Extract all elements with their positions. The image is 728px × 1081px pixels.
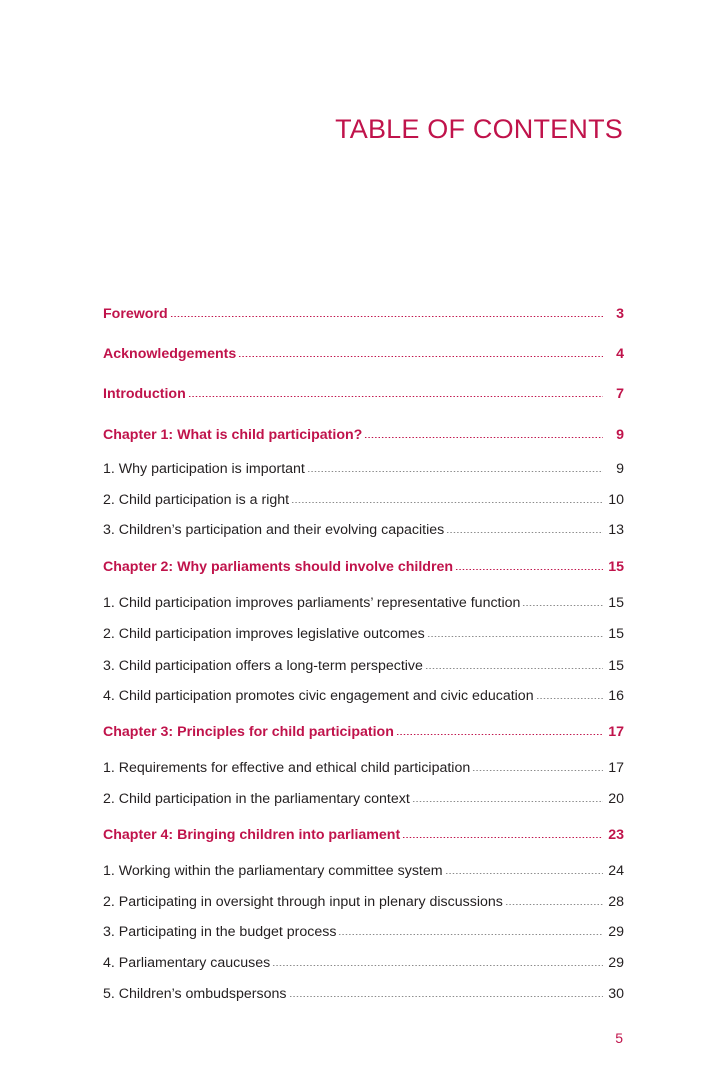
toc-entry-page: 9: [616, 461, 624, 477]
toc-entry-page: 9: [616, 427, 624, 443]
toc-entry-page: 3: [616, 306, 624, 322]
toc-section-entry: [103, 486, 624, 508]
dot-leader: [272, 965, 603, 966]
dot-leader: [364, 437, 603, 438]
dot-leader: [446, 532, 603, 533]
dot-leader: [289, 996, 604, 997]
toc-entry-label: 1. Why participation is important: [103, 461, 305, 477]
toc-entry-label: 4. Child participation promotes civic engagement and civic education: [103, 688, 534, 704]
toc-entry-page: 17: [608, 724, 624, 740]
toc-section-entry: [103, 949, 624, 971]
toc-section-entry: [103, 785, 624, 807]
toc-chapter-entry: [103, 821, 624, 843]
dot-leader: [536, 698, 603, 699]
dot-leader: [402, 837, 603, 838]
toc-section-entry: [103, 888, 624, 910]
toc-entry-page: 28: [608, 894, 624, 910]
toc-entry-label: 2. Child participation improves legislative outcomes: [103, 626, 425, 642]
toc-entry-label: 2. Child participation in the parliamentary context: [103, 791, 410, 807]
toc-entry-label: 2. Child participation is a right: [103, 492, 290, 508]
dot-leader: [472, 770, 603, 771]
toc-entry-page: 4: [616, 346, 624, 362]
toc-entry-page: 13: [608, 522, 624, 538]
dot-leader: [425, 668, 603, 669]
toc-chapter-entry: [103, 421, 624, 443]
toc-entry-label: Foreword: [103, 306, 168, 322]
dot-leader: [238, 356, 603, 357]
toc-section-entry: [103, 980, 624, 1002]
toc-section-entry: [103, 620, 624, 642]
toc-entry-label: 5. Children’s ombudspersons: [103, 986, 287, 1002]
toc-entry-label: Chapter 4: Bringing children into parliament: [103, 827, 401, 843]
toc-entry-label: Chapter 3: Principles for child participation: [103, 724, 394, 740]
toc-section-entry: [103, 754, 624, 776]
toc-chapter-entry: [103, 553, 624, 575]
toc-entry-page: 29: [608, 955, 624, 971]
toc-entry-page: 15: [608, 559, 624, 575]
dot-leader: [188, 396, 603, 397]
toc-entry-label: 3. Participating in the budget process: [103, 924, 337, 940]
toc-entry-page: 7: [616, 386, 624, 402]
toc-entry-page: 20: [608, 791, 624, 807]
dot-leader: [455, 569, 603, 570]
toc-entry-page: 10: [608, 492, 624, 508]
toc-entry-label: Chapter 2: Why parliaments should involve children: [103, 559, 454, 575]
toc-chapter-entry: [103, 718, 624, 740]
toc-entry-page: 24: [608, 863, 624, 879]
toc-entry-label: 1. Requirements for effective and ethical child participation: [103, 760, 471, 776]
table-of-contents: [103, 0, 624, 1081]
dot-leader: [427, 636, 603, 637]
toc-entry-label: 1. Working within the parliamentary committee system: [103, 863, 443, 879]
dot-leader: [396, 734, 603, 735]
toc-entry-page: 17: [608, 760, 624, 776]
toc-entry-label: Acknowledgements: [103, 346, 237, 362]
toc-section-entry: [103, 589, 624, 611]
page-title: TABLE OF CONTENTS: [335, 114, 623, 144]
toc-entry-page: 15: [608, 658, 624, 674]
dot-leader: [307, 471, 603, 472]
dot-leader: [522, 605, 603, 606]
toc-section-entry: [103, 682, 624, 704]
toc-section-entry: [103, 857, 624, 879]
toc-entry-label: 2. Participating in oversight through input in plenary discussions: [103, 894, 503, 910]
toc-entry-label: 1. Child participation improves parliaments’ representative function: [103, 595, 521, 611]
toc-entry-label: 3. Children’s participation and their evolving capacities: [103, 522, 445, 538]
toc-entry-page: 30: [608, 986, 624, 1002]
toc-entry-page: 15: [608, 595, 624, 611]
toc-section-entry: [103, 652, 624, 674]
dot-leader: [170, 316, 603, 317]
toc-entry-label: Introduction: [103, 386, 186, 402]
dot-leader: [412, 801, 603, 802]
page-number: 5: [615, 1030, 623, 1046]
dot-leader: [505, 904, 603, 905]
toc-entry-label: Chapter 1: What is child participation?: [103, 427, 363, 443]
toc-chapter-entry: [103, 380, 624, 402]
toc-section-entry: [103, 918, 624, 940]
dot-leader: [445, 873, 603, 874]
toc-chapter-entry: [103, 300, 624, 322]
toc-entry-page: 16: [608, 688, 624, 704]
dot-leader: [291, 502, 603, 503]
toc-entry-page: 29: [608, 924, 624, 940]
toc-section-entry: [103, 455, 624, 477]
toc-entry-page: 23: [608, 827, 624, 843]
toc-entry-label: 3. Child participation offers a long-term perspective: [103, 658, 423, 674]
toc-entry-page: 15: [608, 626, 624, 642]
toc-chapter-entry: [103, 340, 624, 362]
dot-leader: [338, 934, 603, 935]
toc-section-entry: [103, 516, 624, 538]
toc-entry-label: 4. Parliamentary caucuses: [103, 955, 271, 971]
